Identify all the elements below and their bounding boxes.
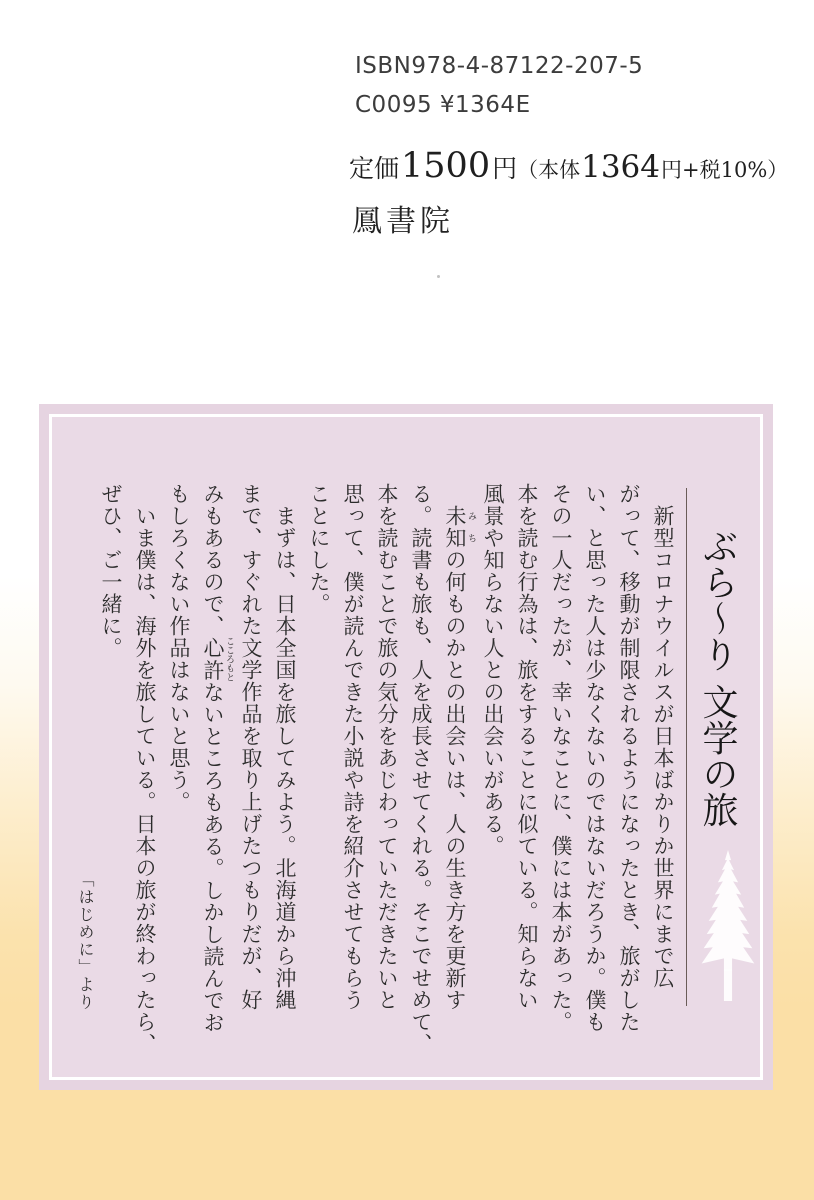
c-code-price-text: C0095 ¥1364E (355, 92, 531, 118)
book-title: ぶら〜り 文学の旅 (697, 528, 738, 828)
ruby-annotation: 心許 こころもと (201, 636, 234, 682)
body-column: 本を読むことで旅の気分をあじわっていただきたいと (375, 483, 399, 1011)
attribution-text: 「はじめに」より (76, 871, 95, 1011)
body-column: その一人だったが、幸いなことに、僕には本があった。 (549, 483, 573, 1033)
body-column: まずは、日本全国を旅してみよう。北海道から沖縄 (273, 505, 297, 1011)
body-column: い、と思った人は少なくないのではないだろうか。僕も (583, 483, 607, 1033)
body-column: る。読書も旅も、人を成長させてくれる。そこでせめて、 (409, 483, 433, 1055)
body-column: ぜひ、ご一緒に。 (99, 483, 123, 659)
print-artifact-dot (437, 275, 440, 278)
price-line (349, 146, 788, 186)
body-column: 思って、僕が読んできた小説や詩を紹介させてもらう (341, 483, 365, 1011)
publisher-name: 鳳書院 (352, 204, 454, 239)
body-column: 風景や知らない人との出会いがある。 (481, 483, 505, 857)
body-column: まで、すぐれた文学作品を取り上げたつもりだが、好 (239, 483, 263, 1011)
price-base-amount: 1364 (581, 149, 661, 185)
body-column: ことにした。 (307, 483, 331, 615)
price-paren-open: （本体 (517, 158, 581, 182)
body-column: 新型コロナウイルスが日本ばかりか世界にまで広 (651, 505, 675, 989)
isbn-text: ISBN978-4-87122-207-5 (355, 53, 644, 79)
synopsis-text (94, 483, 680, 1061)
body-column: 本を読む行為は、旅をすることに似ている。知らない (515, 483, 539, 1011)
price-label: 定価 (349, 154, 400, 183)
body-column: いま僕は、海外を旅している。日本の旅が終わったら、 (133, 505, 157, 1055)
body-column: 未知 みちの何ものかとの出会いは、人の生き方を更新す (443, 505, 476, 1011)
body-column: がって、移動が制限されるようになったとき、旅がした (617, 483, 641, 1033)
body-column: みもあるので、心許 こころもとないところもある。しかし読んでお (201, 483, 234, 1034)
ruby-annotation: 未知 みち (443, 505, 476, 549)
price-amount: 1500 (401, 146, 491, 186)
title-separator-line (686, 488, 687, 1006)
synopsis-panel (39, 404, 773, 1090)
price-paren-close: 円+税10%） (661, 158, 789, 182)
body-column: もしろくない作品はないと思う。 (167, 483, 191, 813)
price-unit: 円 (492, 154, 518, 183)
